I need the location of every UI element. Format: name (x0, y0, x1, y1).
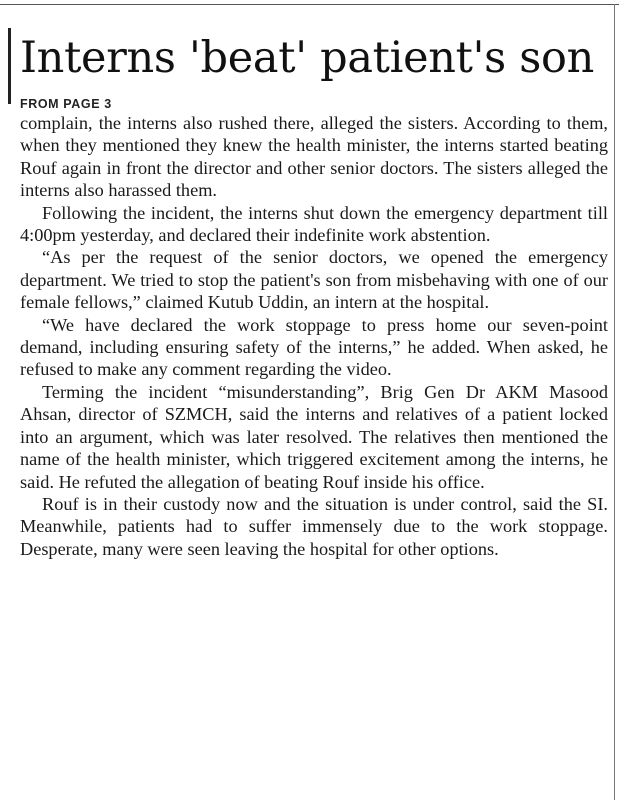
article-body (20, 112, 608, 560)
paragraph: “We have declared the work stoppage to press home our seven-point demand, including ensuring safety of the interns,” he added. When asked, he refused to make any comment regarding the video. (20, 314, 608, 380)
paragraph: “As per the request of the senior doctors, we opened the emergency department. We tried to stop the patient's son from misbehaving with one of our female fellows,” claimed Kutub Uddin, an intern at the hospital. (20, 247, 608, 313)
paragraph: Terming the incident “misunderstanding”, Brig Gen Dr AKM Masood Ahsan, director of SZMCH, said the interns and relatives of a patient locked into an argument, which was later resolved. The relatives then mentioned the name of the health minister, which triggered excitement among the interns, he said. He refuted the allegation of beating Rouf inside his office. (20, 381, 608, 492)
top-rule (0, 4, 619, 5)
column-border (614, 4, 615, 800)
headline-accent-bar (8, 28, 11, 104)
paragraph: Rouf is in their custody now and the situation is under control, said the SI. Meanwhile, patients had to suffer immensely due to the work stoppage. Desperate, many were seen leaving the hospital for other options. (20, 493, 608, 559)
headline: Interns 'beat' patient's son (20, 33, 595, 83)
continuation-kicker: FROM PAGE 3 (20, 97, 112, 111)
paragraph: complain, the interns also rushed there, alleged the sisters. According to them, when they mentioned they knew the health minister, the interns started beating Rouf again in front the director and other senior doctors. The sisters alleged the interns also harassed them. (20, 113, 608, 201)
paragraph: Following the incident, the interns shut down the emergency department till 4:00pm yesterday, and declared their indefinite work abstention. (20, 202, 608, 246)
